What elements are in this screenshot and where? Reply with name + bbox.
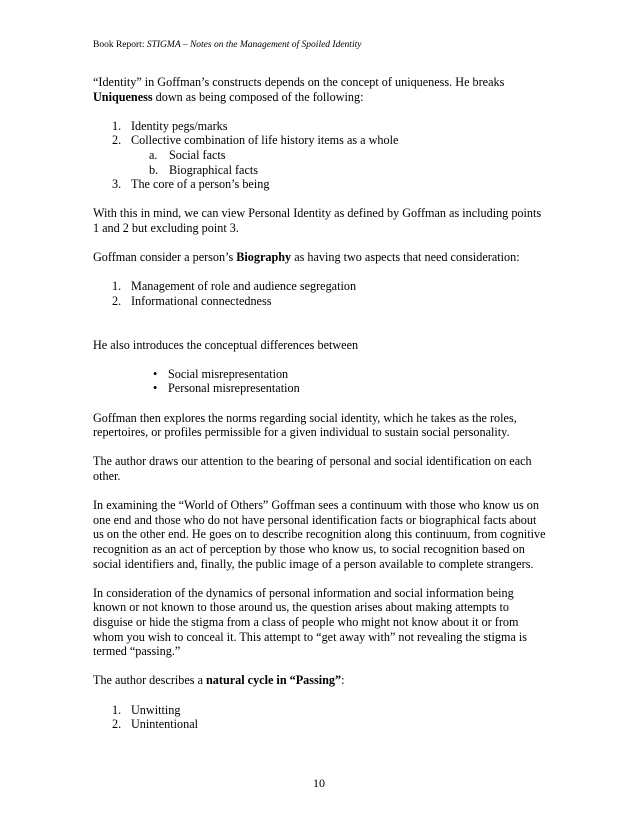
running-header bbox=[93, 39, 361, 51]
norms-paragraph: Goffman then explores the norms regarding social identity, which he takes as the roles, repertoires, or profiles permissible for a given individual to sustain social personality. bbox=[93, 410, 517, 440]
body-content bbox=[93, 75, 548, 746]
cycle-paragraph: The author describes a natural cycle in “Passing”: bbox=[93, 673, 345, 688]
bearing-paragraph: The author draws our attention to the bearing of personal and social identification on each other. bbox=[93, 454, 532, 484]
list-item: 1. Management of role and audience segregation bbox=[112, 279, 357, 294]
list-item: b. Biographical facts bbox=[149, 162, 259, 177]
list-item: 2. Unintentional bbox=[112, 717, 199, 732]
header-prefix: Book Report: bbox=[93, 40, 147, 50]
world-of-others-paragraph: In examining the “World of Others” Goffman sees a continuum with those who know us on one end and those who do not have personal identification facts or biographical facts about us on the other end. He goes on to describe recognition along this continuum, from cognitive recognition as an act of perception by those who know us, to social recognition based on social identifiers and, finally, the public image of a person available to complete strangers. bbox=[93, 498, 546, 571]
bullet-icon: • bbox=[153, 366, 158, 381]
page-number: 10 bbox=[313, 776, 325, 790]
cycle-list bbox=[93, 703, 548, 732]
list-item: 3. The core of a person’s being bbox=[112, 177, 270, 192]
list-item: 1. Identity pegs/marks bbox=[112, 118, 228, 133]
list-item: 2. Collective combination of life history items as a whole a. Social facts b. Biographical facts bbox=[93, 133, 548, 177]
uniqueness-list bbox=[93, 119, 548, 192]
intro-text-2: down as being composed of the following: bbox=[152, 89, 364, 104]
header-title: STIGMA – Notes on the Management of Spoiled Identity bbox=[146, 40, 362, 50]
personal-identity-paragraph: With this in mind, we can view Personal Identity as defined by Goffman as including points 1 and 2 but excluding point 3. bbox=[93, 206, 542, 235]
list-item: • Social misrepresentation bbox=[153, 366, 289, 381]
differences-paragraph: He also introduces the conceptual differences between bbox=[93, 337, 359, 352]
biography-list bbox=[93, 279, 548, 308]
intro-bold-term: Uniqueness bbox=[93, 89, 153, 104]
cycle-bold-term: natural cycle in “Passing” bbox=[206, 673, 342, 688]
intro-paragraph bbox=[93, 75, 548, 104]
list-item: 2. Informational connectedness bbox=[112, 293, 272, 308]
list-item: 1. Unwitting bbox=[112, 702, 181, 717]
passing-paragraph: In consideration of the dynamics of personal information and social information being known or not known to those around us, the question arises about making attempts to disguise or hide the stigma from a class of people who might not know about it or from whom you wish to conceal it. This attempt to “get away with” not revealing the stigma is termed “passing.” bbox=[93, 585, 528, 659]
list-item: a. Social facts bbox=[149, 147, 226, 162]
biography-bold-term: Biography bbox=[236, 250, 292, 265]
bullet-icon: • bbox=[153, 381, 158, 396]
misrepresentation-list bbox=[93, 367, 548, 396]
biography-paragraph: Goffman consider a person’s Biography as having two aspects that need consideration: bbox=[93, 250, 520, 265]
intro-text-1: “Identity” in Goffman’s constructs depends on the concept of uniqueness. He breaks bbox=[93, 75, 505, 89]
uniqueness-sublist bbox=[131, 148, 548, 177]
spacer bbox=[93, 323, 548, 338]
list-item: • Personal misrepresentation bbox=[153, 381, 300, 396]
